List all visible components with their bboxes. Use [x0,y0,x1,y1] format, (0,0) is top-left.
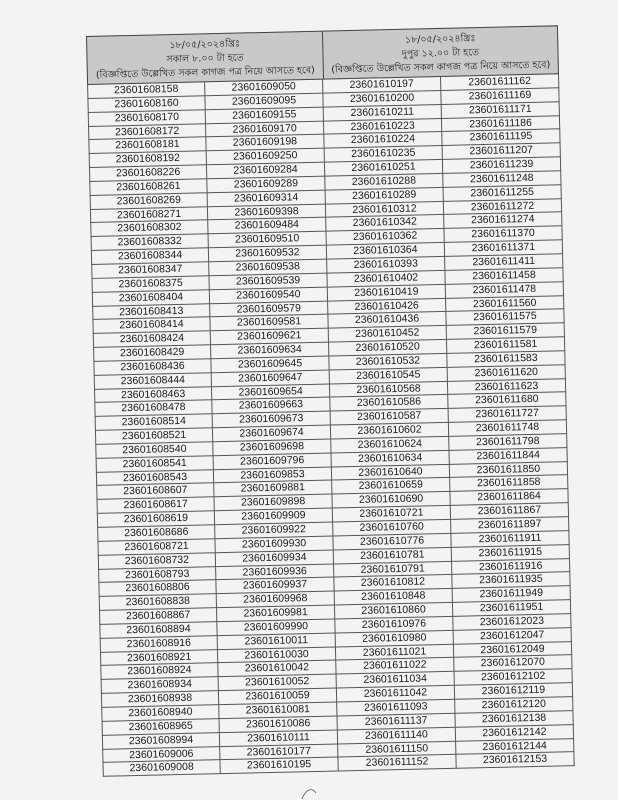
roll-number-cell: 23601608686 [97,525,215,542]
header-right-note: (বিজ্ঞপ্তিতে উল্লেখিত সকল কাগজ পত্র নিয়ে আসতে হবে) [331,59,551,76]
roll-number-cell: 23601608940 [101,705,219,722]
roll-number-cell: 23601609484 [208,218,326,235]
roll-number-cell: 23601610776 [333,534,451,551]
roll-number-cell: 23601609853 [214,467,332,484]
roll-number-cell: 23601611858 [450,476,568,493]
roll-number-cell: 23601611560 [446,296,564,313]
roll-number-cell: 23601610195 [220,758,338,775]
roll-number-cell: 23601608413 [92,304,210,321]
roll-number-cell: 23601608924 [100,664,218,681]
roll-number-cell: 23601609796 [214,453,332,470]
roll-number-cell: 23601608436 [93,359,211,376]
roll-number-cell: 23601611371 [445,240,563,257]
roll-number-cell: 23601611169 [441,88,559,105]
roll-number-cell: 23601608619 [97,511,215,528]
roll-number-cell: 23601608414 [92,318,210,335]
roll-number-cell: 23601608541 [96,456,214,473]
roll-number-cell: 23601610659 [332,478,450,495]
roll-number-cell: 23601611034 [337,672,455,689]
roll-number-cell: 23601609532 [209,246,327,263]
header-left-date: ১৮/০৫/২০২৪খ্রিঃ [169,38,241,52]
roll-number-cell: 23601611844 [450,448,568,465]
roll-number-cell: 23601610111 [220,730,338,747]
roll-number-cell: 23601611152 [338,755,456,772]
roll-number-cell: 23601608375 [92,276,210,293]
roll-number-cell: 23601612120 [455,697,573,714]
roll-number-cell: 23601608302 [90,221,208,238]
roll-number-cell: 23601608938 [101,691,219,708]
roll-number-cell: 23601612070 [454,656,572,673]
roll-number-cell: 23601610452 [329,326,447,343]
roll-number-cell: 23601608617 [97,498,215,515]
roll-number-cell: 23601610640 [332,464,450,481]
roll-number-cell: 23601611864 [450,489,568,506]
roll-number-cell: 23601610362 [327,229,445,246]
roll-number-cell: 23601611748 [449,420,567,437]
roll-number-cell: 23601610634 [332,451,450,468]
roll-number-cell: 23601609990 [217,619,335,636]
roll-number-cell: 23601610980 [336,631,454,648]
roll-number-cell: 23601610568 [330,381,448,398]
roll-number-cell: 23601612023 [453,614,571,631]
roll-number-cell: 23601610197 [323,77,441,94]
roll-number-cell: 23601610177 [220,744,338,761]
roll-number-cell: 23601608269 [90,193,208,210]
roll-number-cell: 23601612119 [455,683,573,700]
roll-number-cell: 23601609289 [207,177,325,194]
roll-number-cell: 23601608607 [96,484,214,501]
roll-number-cell: 23601609909 [215,509,333,526]
roll-number-cell: 23601609698 [213,439,331,456]
roll-number-cell: 23601610624 [331,437,449,454]
roll-number-cell: 23601608444 [94,373,212,390]
roll-number-cell: 23601610419 [328,285,446,302]
roll-number-cell: 23601609006 [102,747,220,764]
roll-number-cell: 23601611274 [444,213,562,230]
roll-number-cell: 23601611458 [445,268,563,285]
roll-number-cell: 23601612047 [454,628,572,645]
roll-number-cell: 23601610223 [324,118,442,135]
roll-number-cell: 23601608540 [95,442,213,459]
roll-number-cell: 23601610976 [335,617,453,634]
roll-number-cell: 23601608170 [88,110,206,127]
roll-number-cell: 23601611411 [445,254,563,271]
roll-number-cell: 23601611239 [443,157,561,174]
roll-number-cell: 23601611370 [444,227,562,244]
roll-number-cell: 23601611623 [448,379,566,396]
roll-number-cell: 23601610760 [333,520,451,537]
roll-number-cell: 23601608429 [93,345,211,362]
roll-number-cell: 23601608838 [99,594,217,611]
roll-number-cell: 23601610200 [323,91,441,108]
roll-number-cell: 23601610042 [218,661,336,678]
roll-number-cell: 23601611935 [452,573,570,590]
roll-number-cell: 23601611581 [447,337,565,354]
roll-number-cell: 23601608181 [88,138,206,155]
roll-number-cell: 23601609050 [205,80,323,97]
roll-number-cell: 23601611478 [446,282,564,299]
roll-number-cell: 23601610602 [331,423,449,440]
roll-number-cell: 23601609155 [206,107,324,124]
roll-number-cell: 23601611915 [452,545,570,562]
roll-number-cell: 23601611867 [451,503,569,520]
roll-number-cell: 23601611195 [442,130,560,147]
roll-number-cell: 23601611207 [443,143,561,160]
roll-number-cell: 23601610545 [330,368,448,385]
roll-number-cell: 23601611798 [449,434,567,451]
roll-number-cell: 23601612142 [456,725,574,742]
roll-number-cell: 23601610586 [330,395,448,412]
roll-number-cell: 23601610791 [334,561,452,578]
pen-mark [300,785,320,800]
roll-number-cell: 23601611137 [337,714,455,731]
roll-number-cell: 23601612102 [455,669,573,686]
roll-number-cell: 23601612153 [456,752,574,769]
roll-number-cell: 23601610690 [332,492,450,509]
roll-number-cell: 23601609008 [103,760,221,777]
roll-number-cell: 23601609398 [208,204,326,221]
roll-number-cell: 23601609170 [206,121,324,138]
roll-number-cell: 23601609540 [210,287,328,304]
roll-number-cell: 23601611897 [451,517,569,534]
roll-number-cell: 23601609510 [209,232,327,249]
roll-number-cell: 23601608271 [90,207,208,224]
roll-number-table [86,25,575,777]
roll-number-cell: 23601608994 [102,733,220,750]
roll-number-cell: 23601608934 [101,677,219,694]
roll-number-cell: 23601611186 [442,116,560,133]
header-left [87,32,323,84]
roll-number-cell: 23601608894 [99,622,217,639]
roll-number-cell: 23601611272 [444,199,562,216]
roll-number-cell: 23601611680 [448,393,566,410]
roll-number-cell: 23601609922 [215,523,333,540]
roll-number-cell: 23601609663 [212,398,330,415]
roll-number-cell: 23601610235 [325,146,443,163]
roll-number-cell: 23601610532 [329,354,447,371]
header-right-date: ১৮/০৫/২০২৪খ্রিঃ [404,33,476,46]
roll-number-cell: 23601609930 [215,536,333,553]
roll-number-cell: 23601610342 [326,215,444,232]
roll-number-cell: 23601611162 [441,74,559,91]
roll-number-cell: 23601609284 [207,163,325,180]
roll-number-cell: 23601608344 [91,248,209,265]
roll-number-cell: 23601611140 [338,727,456,744]
roll-number-cell: 23601611575 [446,310,564,327]
roll-number-cell: 23601609645 [211,356,329,373]
roll-number-cell: 23601608463 [94,387,212,404]
table-body [87,74,575,777]
roll-number-cell: 23601611579 [447,323,565,340]
roll-number-cell: 23601609621 [211,329,329,346]
roll-number-cell: 23601608867 [99,608,217,625]
roll-number-cell: 23601608478 [94,401,212,418]
roll-number-cell: 23601611727 [449,406,567,423]
roll-number-cell: 23601611171 [442,102,560,119]
roll-number-cell: 23601608732 [98,553,216,570]
roll-number-cell: 23601610289 [326,188,444,205]
roll-number-cell: 23601608514 [95,414,213,431]
roll-number-cell: 23601609538 [209,260,327,277]
roll-number-cell: 23601609581 [210,315,328,332]
roll-number-cell: 23601610011 [218,633,336,650]
roll-number-cell: 23601608806 [98,581,216,598]
roll-number-cell: 23601609934 [216,550,334,567]
roll-number-cell: 23601609937 [216,578,334,595]
roll-number-cell: 23601611911 [451,531,569,548]
roll-number-cell: 23601609579 [210,301,328,318]
roll-number-cell: 23601610848 [335,589,453,606]
roll-number-cell: 23601608424 [93,331,211,348]
roll-number-cell: 23601609647 [212,370,330,387]
roll-number-cell: 23601610312 [326,202,444,219]
roll-number-cell: 23601610211 [324,105,442,122]
roll-number-cell: 23601610860 [335,603,453,620]
roll-number-cell: 23601608521 [95,428,213,445]
roll-number-cell: 23601611022 [336,658,454,675]
roll-number-cell: 23601611850 [450,462,568,479]
roll-number-cell: 23601611255 [444,185,562,202]
roll-number-cell: 23601608172 [88,124,206,141]
roll-number-cell: 23601609881 [214,481,332,498]
roll-number-cell: 23601611093 [337,700,455,717]
roll-number-cell: 23601610030 [218,647,336,664]
roll-number-cell: 23601612144 [456,739,574,756]
roll-number-cell: 23601610587 [331,409,449,426]
header-left-time: সকাল ৮.০০ টা হতে [166,52,244,66]
header-left-note: (বিজ্ঞপ্তিতে উল্লেখিত সকল কাগজ পত্র নিয়ে আসতে হবে) [95,64,315,81]
roll-number-cell: 23601608332 [91,235,209,252]
roll-number-cell: 23601610393 [327,257,445,274]
roll-number-cell: 23601609981 [217,606,335,623]
roll-number-cell: 23601609095 [205,93,323,110]
roll-number-cell: 23601608404 [92,290,210,307]
roll-number-cell: 23601610086 [220,716,338,733]
roll-number-cell: 23601611949 [453,586,571,603]
roll-number-cell: 23601609898 [215,495,333,512]
roll-number-cell: 23601610224 [324,132,442,149]
roll-number-cell: 23601610059 [219,689,337,706]
roll-number-cell: 23601611951 [453,600,571,617]
roll-number-cell: 23601608921 [100,650,218,667]
header-right [322,26,558,78]
roll-number-cell: 23601609936 [216,564,334,581]
roll-number-cell: 23601608543 [96,470,214,487]
roll-number-cell: 23601608347 [91,262,209,279]
roll-number-cell: 23601610721 [333,506,451,523]
roll-number-cell: 23601611042 [337,686,455,703]
roll-number-cell: 23601610402 [327,271,445,288]
roll-number-cell: 23601608160 [87,96,205,113]
roll-number-cell: 23601611916 [452,559,570,576]
roll-number-cell: 23601610251 [325,160,443,177]
roll-number-cell: 23601609673 [213,412,331,429]
roll-number-cell: 23601609968 [217,592,335,609]
roll-number-cell: 23601612049 [454,642,572,659]
roll-number-cell: 23601608158 [87,82,205,99]
roll-number-cell: 23601610781 [334,548,452,565]
roll-number-cell: 23601608721 [97,539,215,556]
roll-number-cell: 23601608261 [89,179,207,196]
roll-number-cell: 23601610812 [334,575,452,592]
roll-number-cell: 23601610426 [328,298,446,315]
roll-number-cell: 23601608965 [102,719,220,736]
header-right-time: দুপুর ১২.০০ টা হতে [401,47,480,60]
roll-number-cell: 23601612138 [455,711,573,728]
roll-number-cell: 23601608192 [89,152,207,169]
roll-number-cell: 23601609250 [207,149,325,166]
roll-number-cell: 23601609198 [206,135,324,152]
roll-number-cell: 23601611150 [338,741,456,758]
roll-number-cell: 23601610288 [325,174,443,191]
roll-number-cell: 23601609539 [209,273,327,290]
roll-number-cell: 23601609674 [213,426,331,443]
roll-number-cell: 23601609314 [208,190,326,207]
roll-number-cell: 23601610520 [329,340,447,357]
roll-number-cell: 23601608226 [89,165,207,182]
roll-number-cell: 23601609634 [211,343,329,360]
roll-number-cell: 23601611620 [448,365,566,382]
roll-number-cell: 23601611021 [336,644,454,661]
roll-number-cell: 23601608916 [100,636,218,653]
roll-number-cell: 23601609654 [212,384,330,401]
roll-number-cell: 23601610052 [219,675,337,692]
roll-number-cell: 23601610081 [219,702,337,719]
roll-number-cell: 23601608793 [98,567,216,584]
roll-number-cell: 23601610436 [328,312,446,329]
roll-number-cell: 23601611583 [447,351,565,368]
roll-number-cell: 23601611248 [443,171,561,188]
roll-number-cell: 23601610364 [327,243,445,260]
